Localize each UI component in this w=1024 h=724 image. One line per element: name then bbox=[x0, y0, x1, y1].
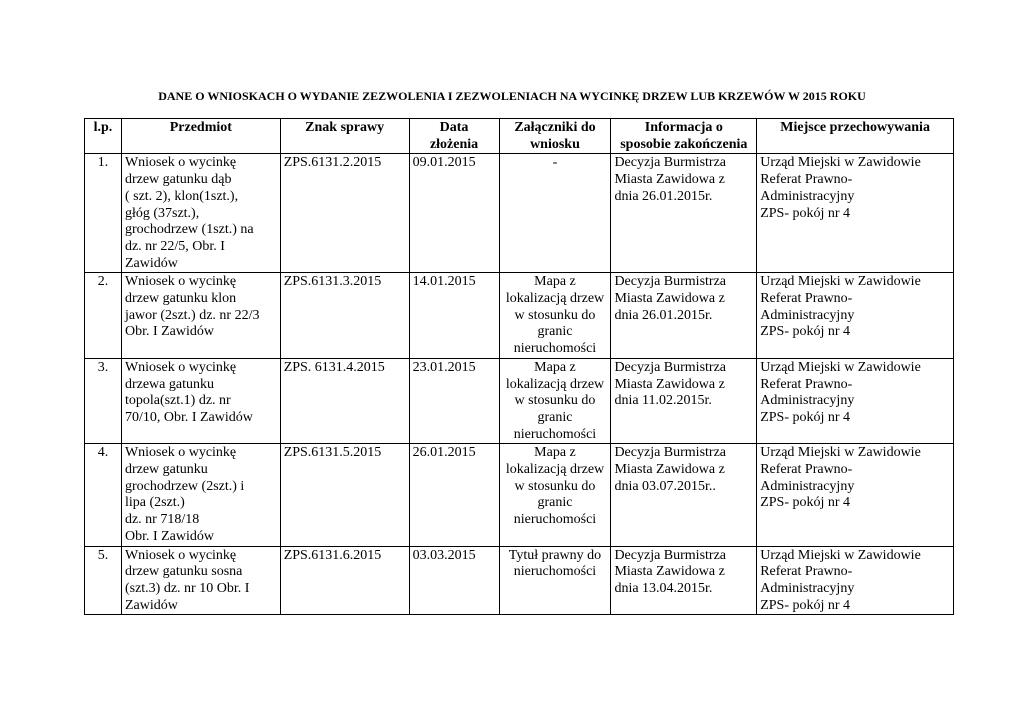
cell-przedmiot: Wniosek o wycinkę drzew gatunku dąb ( szt. 2), klon(1szt.), głóg (37szt.), grochodrzew (1szt.) na dz. nr 22/5, Obr. I Zawidów bbox=[121, 154, 280, 273]
header-lp: l.p. bbox=[85, 119, 122, 154]
cell-zalaczniki: Mapa z lokalizacją drzew w stosunku do granic nieruchomości bbox=[499, 358, 611, 444]
cell-miejsce: Urząd Miejski w Zawidowie Referat Prawno- Administracyjny ZPS- pokój nr 4 bbox=[757, 273, 954, 359]
cell-zalaczniki: Tytuł prawny do nieruchomości bbox=[499, 546, 611, 615]
cell-informacja: Decyzja Burmistrza Miasta Zawidowa z dnia 26.01.2015r. bbox=[611, 273, 757, 359]
cell-zalaczniki: - bbox=[499, 154, 611, 273]
header-miejsce: Miejsce przechowywania bbox=[757, 119, 954, 154]
table-row bbox=[85, 154, 954, 273]
cell-data-zlozenia: 09.01.2015 bbox=[409, 154, 499, 273]
cell-miejsce: Urząd Miejski w Zawidowie Referat Prawno- Administracyjny ZPS- pokój nr 4 bbox=[757, 546, 954, 615]
permits-table bbox=[84, 118, 954, 615]
header-przedmiot: Przedmiot bbox=[121, 119, 280, 154]
table-row bbox=[85, 273, 954, 359]
cell-lp: 5. bbox=[85, 546, 122, 615]
header-row bbox=[85, 119, 954, 154]
cell-lp: 1. bbox=[85, 154, 122, 273]
cell-znak-sprawy: ZPS.6131.5.2015 bbox=[280, 444, 409, 546]
table-row bbox=[85, 358, 954, 444]
cell-lp: 4. bbox=[85, 444, 122, 546]
cell-znak-sprawy: ZPS.6131.2.2015 bbox=[280, 154, 409, 273]
cell-informacja: Decyzja Burmistrza Miasta Zawidowa z dnia 03.07.2015r.. bbox=[611, 444, 757, 546]
cell-lp: 3. bbox=[85, 358, 122, 444]
document-title: DANE O WNIOSKACH O WYDANIE ZEZWOLENIA I ZEZWOLENIACH NA WYCINKĘ DRZEW LUB KRZEWÓW W 2015 ROKU bbox=[158, 89, 866, 103]
cell-data-zlozenia: 26.01.2015 bbox=[409, 444, 499, 546]
cell-lp: 2. bbox=[85, 273, 122, 359]
header-zalaczniki: Załączniki do wniosku bbox=[499, 119, 611, 154]
cell-znak-sprawy: ZPS.6131.6.2015 bbox=[280, 546, 409, 615]
cell-przedmiot: Wniosek o wycinkę drzew gatunku grochodrzew (2szt.) i lipa (2szt.) dz. nr 718/18 Obr. I Zawidów bbox=[121, 444, 280, 546]
cell-informacja: Decyzja Burmistrza Miasta Zawidowa z dnia 11.02.2015r. bbox=[611, 358, 757, 444]
cell-znak-sprawy: ZPS.6131.3.2015 bbox=[280, 273, 409, 359]
header-data-zlozenia: Data złożenia bbox=[409, 119, 499, 154]
cell-informacja: Decyzja Burmistrza Miasta Zawidowa z dnia 13.04.2015r. bbox=[611, 546, 757, 615]
table-row bbox=[85, 444, 954, 546]
cell-data-zlozenia: 03.03.2015 bbox=[409, 546, 499, 615]
cell-zalaczniki: Mapa z lokalizacją drzew w stosunku do granic nieruchomości bbox=[499, 444, 611, 546]
cell-data-zlozenia: 23.01.2015 bbox=[409, 358, 499, 444]
cell-przedmiot: Wniosek o wycinkę drzew gatunku sosna (szt.3) dz. nr 10 Obr. I Zawidów bbox=[121, 546, 280, 615]
cell-przedmiot: Wniosek o wycinkę drzewa gatunku topola(szt.1) dz. nr 70/10, Obr. I Zawidów bbox=[121, 358, 280, 444]
table-row bbox=[85, 546, 954, 615]
cell-informacja: Decyzja Burmistrza Miasta Zawidowa z dnia 26.01.2015r. bbox=[611, 154, 757, 273]
cell-przedmiot: Wniosek o wycinkę drzew gatunku klon jawor (2szt.) dz. nr 22/3 Obr. I Zawidów bbox=[121, 273, 280, 359]
cell-miejsce: Urząd Miejski w Zawidowie Referat Prawno- Administracyjny ZPS- pokój nr 4 bbox=[757, 154, 954, 273]
cell-znak-sprawy: ZPS. 6131.4.2015 bbox=[280, 358, 409, 444]
cell-miejsce: Urząd Miejski w Zawidowie Referat Prawno- Administracyjny ZPS- pokój nr 4 bbox=[757, 358, 954, 444]
cell-miejsce: Urząd Miejski w Zawidowie Referat Prawno- Administracyjny ZPS- pokój nr 4 bbox=[757, 444, 954, 546]
cell-data-zlozenia: 14.01.2015 bbox=[409, 273, 499, 359]
header-znak-sprawy: Znak sprawy bbox=[280, 119, 409, 154]
header-informacja: Informacja o sposobie zakończenia bbox=[611, 119, 757, 154]
cell-zalaczniki: Mapa z lokalizacją drzew w stosunku do granic nieruchomości bbox=[499, 273, 611, 359]
